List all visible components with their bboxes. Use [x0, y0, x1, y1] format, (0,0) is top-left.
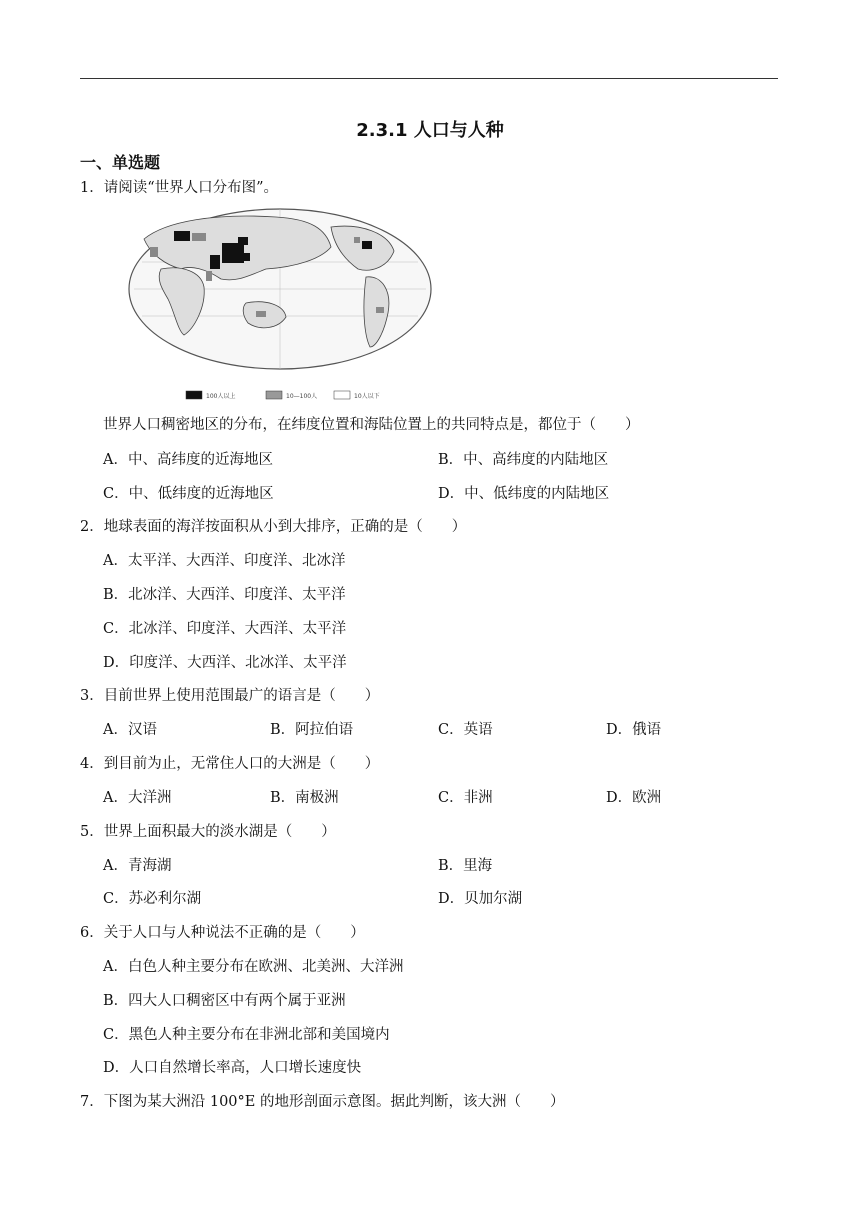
header-rule — [80, 78, 778, 79]
option-c[interactable]: C．英语 — [438, 722, 493, 738]
option-a[interactable]: A．中、高纬度的近海地区 — [103, 452, 273, 468]
question-4 — [80, 754, 379, 774]
question-number: 3． — [80, 688, 104, 704]
question-number: 7． — [80, 1094, 104, 1110]
option-b[interactable]: B．南极洲 — [270, 790, 339, 806]
world-population-map — [126, 207, 434, 405]
legend-label-medium: 10—100人 — [286, 393, 318, 400]
option-c[interactable]: C．苏必利尔湖 — [103, 891, 202, 907]
question-7 — [80, 1092, 564, 1112]
option-b[interactable]: B．北冰洋、大西洋、印度洋、太平洋 — [103, 587, 346, 603]
option-d[interactable]: D．中、低纬度的内陆地区 — [438, 486, 610, 502]
option-b[interactable]: B．四大人口稠密区中有两个属于亚洲 — [103, 993, 346, 1009]
option-a[interactable]: A．汉语 — [103, 722, 157, 738]
question-text: 世界上面积最大的淡水湖是（ ） — [103, 824, 336, 840]
question-number: 5． — [80, 824, 104, 840]
question-1-stem: 世界人口稠密地区的分布，在纬度位置和海陆位置上的共同特点是，都位于（ ） — [103, 417, 640, 433]
question-text: 地球表面的海洋按面积从小到大排序，正确的是（ ） — [103, 519, 467, 535]
option-c[interactable]: C．北冰洋、印度洋、大西洋、太平洋 — [103, 621, 347, 637]
option-c[interactable]: C．黑色人种主要分布在非洲北部和美国境内 — [103, 1027, 390, 1043]
question-text: 到目前为止，无常住人口的大洲是（ ） — [103, 756, 380, 772]
option-a[interactable]: A．太平洋、大西洋、印度洋、北冰洋 — [103, 553, 346, 569]
question-number: 4． — [80, 756, 104, 772]
option-c[interactable]: C．非洲 — [438, 790, 493, 806]
question-3 — [80, 686, 379, 706]
question-5 — [80, 822, 336, 842]
option-d[interactable]: D．印度洋、大西洋、北冰洋、太平洋 — [103, 655, 347, 671]
question-number: 2． — [80, 519, 104, 535]
question-text: 目前世界上使用范围最广的语言是（ ） — [103, 688, 380, 704]
option-d[interactable]: D．贝加尔湖 — [438, 891, 523, 907]
option-a[interactable]: A．大洋洲 — [103, 790, 172, 806]
option-a[interactable]: A．青海湖 — [103, 858, 172, 874]
question-number: 1． — [80, 180, 104, 196]
question-2 — [80, 517, 466, 537]
world-map-figure — [126, 207, 434, 405]
legend-label-high: 100人以上 — [206, 393, 236, 400]
option-a[interactable]: A．白色人种主要分布在欧洲、北美洲、大洋洲 — [103, 959, 404, 975]
question-1 — [80, 178, 278, 198]
option-d[interactable]: D．人口自然增长率高，人口增长速度快 — [103, 1060, 362, 1076]
question-6 — [80, 923, 365, 943]
question-number: 6． — [80, 925, 104, 941]
legend-label-low: 10人以下 — [354, 393, 380, 400]
question-text: 关于人口与人种说法不正确的是（ ） — [103, 925, 365, 941]
option-b[interactable]: B．阿拉伯语 — [270, 722, 354, 738]
question-text: 下图为某大洲沿 100°E 的地形剖面示意图。据此判断，该大洲（ ） — [103, 1094, 565, 1110]
option-b[interactable]: B．里海 — [438, 858, 493, 874]
question-text: 请阅读“世界人口分布图”。 — [103, 180, 279, 196]
option-d[interactable]: D．俄语 — [606, 722, 662, 738]
option-b[interactable]: B．中、高纬度的内陆地区 — [438, 452, 609, 468]
section-heading: 一、单选题 — [80, 153, 161, 172]
option-d[interactable]: D．欧洲 — [606, 790, 662, 806]
option-c[interactable]: C．中、低纬度的近海地区 — [103, 486, 274, 502]
page-title: 2.3.1 人口与人种 — [356, 120, 504, 141]
